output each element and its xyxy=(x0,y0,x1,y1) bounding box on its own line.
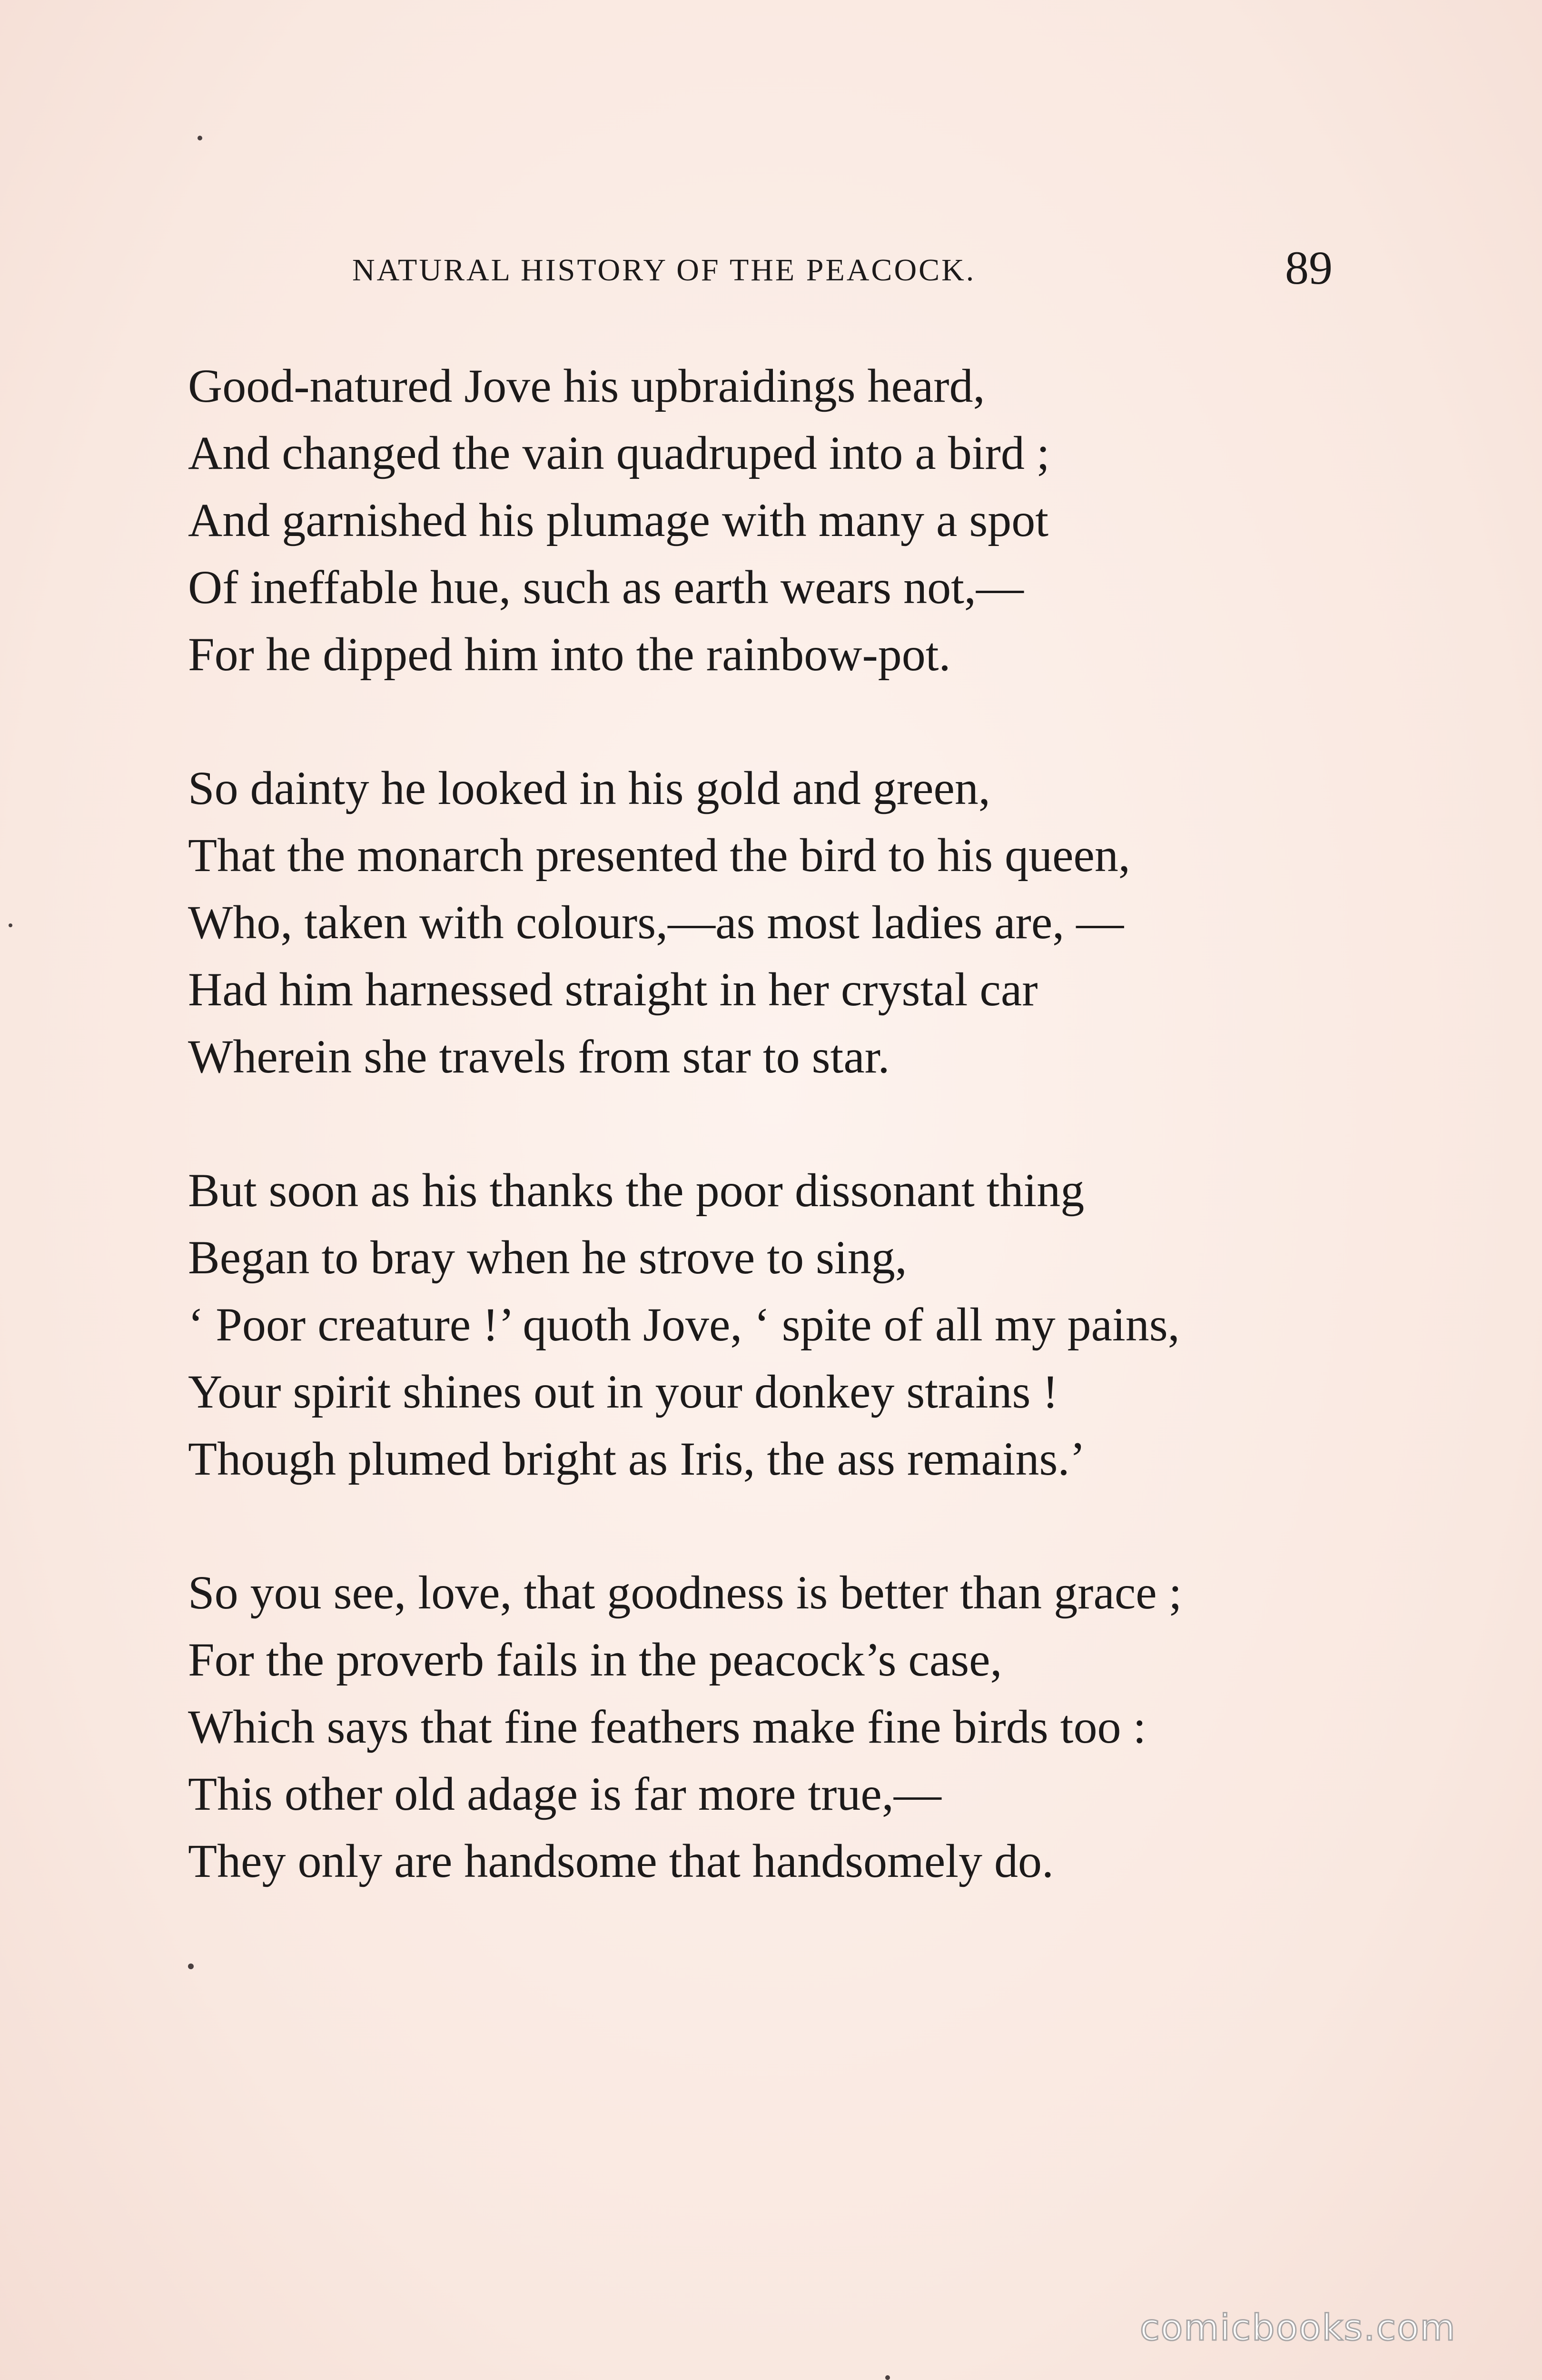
poem xyxy=(188,352,1378,1961)
poem-line: Of ineffable hue, such as earth wears not,— xyxy=(188,561,1024,614)
poem-line: They only are handsome that handsomely do. xyxy=(188,1835,1054,1887)
running-title: NATURAL HISTORY OF THE PEACOCK. xyxy=(352,253,976,288)
watermark-logo: comicbooks.com xyxy=(1140,2306,1456,2349)
poem-line: Wherein she travels from star to star. xyxy=(188,1030,890,1083)
poem-line: Had him harnessed straight in her crystal car xyxy=(188,963,1038,1016)
paper-speck xyxy=(198,136,202,140)
poem-line: For the proverb fails in the peacock’s case, xyxy=(188,1633,1002,1686)
poem-line: But soon as his thanks the poor dissonant thing xyxy=(188,1164,1085,1217)
poem-line: And garnished his plumage with many a spot xyxy=(188,494,1049,546)
poem-line: And changed the vain quadruped into a bird ; xyxy=(188,426,1050,479)
poem-line: This other old adage is far more true,— xyxy=(188,1767,941,1820)
poem-line: Good-natured Jove his upbraidings heard, xyxy=(188,359,985,412)
page-number: 89 xyxy=(1285,241,1333,294)
stanza-3 xyxy=(188,1157,1378,1492)
paper-speck xyxy=(9,923,12,927)
poem-line: So dainty he looked in his gold and green, xyxy=(188,762,990,814)
paper-speck xyxy=(885,2375,890,2380)
poem-line: Which says that fine feathers make fine birds too : xyxy=(188,1700,1147,1753)
poem-line: Who, taken with colours,—as most ladies are, — xyxy=(188,896,1124,949)
paper-speck xyxy=(188,1964,194,1969)
poem-line: Though plumed bright as Iris, the ass remains.’ xyxy=(188,1432,1086,1485)
poem-line: So you see, love, that goodness is better than grace ; xyxy=(188,1566,1182,1619)
stanza-2 xyxy=(188,754,1378,1090)
poem-line: Your spirit shines out in your donkey strains ! xyxy=(188,1365,1058,1418)
stanza-4 xyxy=(188,1559,1378,1894)
poem-line: That the monarch presented the bird to his queen, xyxy=(188,829,1130,882)
poem-line: ‘ Poor creature !’ quoth Jove, ‘ spite of all my pains, xyxy=(188,1298,1180,1351)
poem-line: For he dipped him into the rainbow-pot. xyxy=(188,628,951,681)
stanza-1 xyxy=(188,352,1378,688)
poem-line: Began to bray when he strove to sing, xyxy=(188,1231,907,1284)
